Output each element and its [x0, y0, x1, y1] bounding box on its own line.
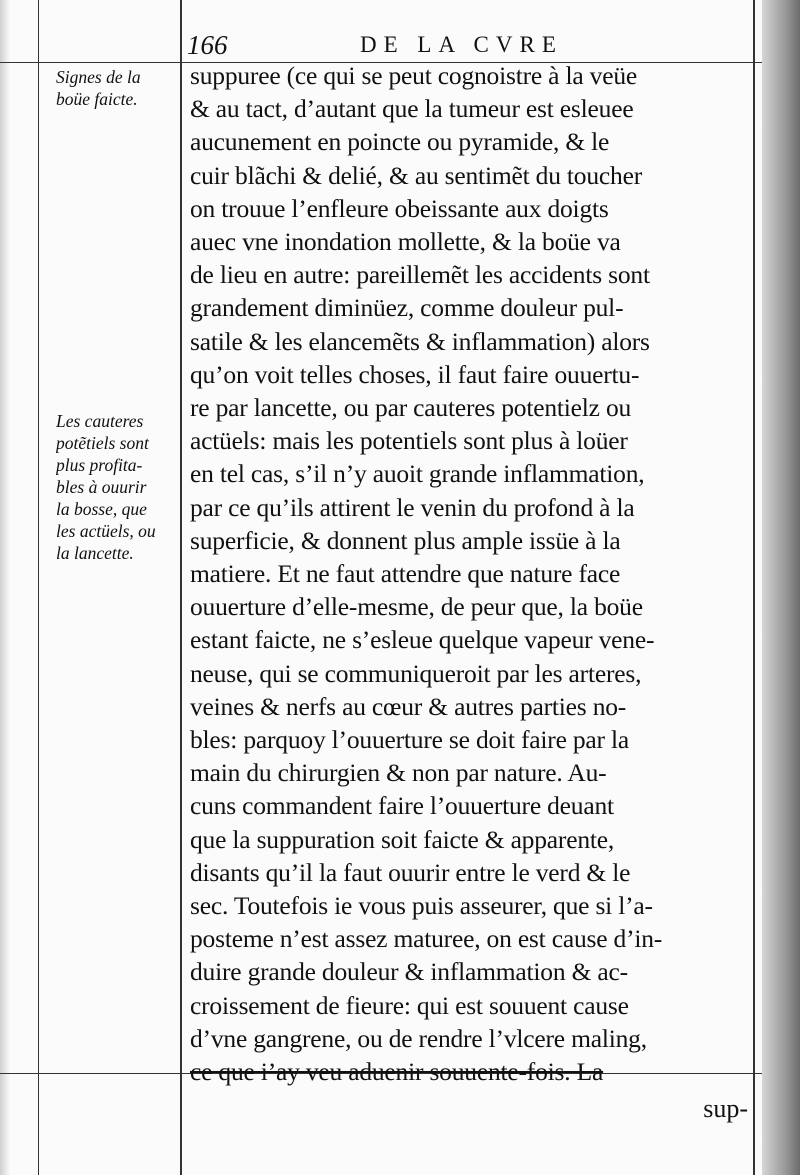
catchword: sup- — [703, 1094, 748, 1123]
sidenote-line: bles à ouurir — [56, 477, 147, 497]
text-line: par ce qu’ils attirent le venin du profond à la — [190, 492, 635, 522]
text-line: ouuerture d’elle-mesme, de peur que, la boüe — [190, 592, 643, 622]
text-line: disants qu’il la faut ouurir entre le verd & le — [190, 857, 631, 887]
text-line: re par lancette, ou par cauteres potentielz ou — [190, 393, 632, 423]
running-title: DE LA CVRE — [360, 32, 563, 57]
gutter-shadow — [0, 0, 10, 1175]
text-line: cuir blãchi & delié, & au sentimẽt du toucher — [190, 160, 642, 190]
text-line: superficie, & donnent plus ample issüe à la — [190, 525, 621, 555]
sidenote-line: potẽtiels sont — [56, 433, 149, 453]
text-line: auec vne inondation mollette, & la boüe va — [190, 227, 621, 257]
main-text — [190, 59, 752, 1088]
text-line: ce que i’ay veu aduenir souuente-fois. La — [190, 1057, 604, 1087]
text-line: bles: parquoy l’ouuerture se doit faire par la — [190, 725, 630, 755]
text-line: que la suppuration soit faicte & apparente, — [190, 824, 615, 854]
text-line: croissement de fieure: qui est souuent cause — [190, 990, 629, 1020]
sidenote-line: Les cauteres — [56, 411, 144, 431]
sidenote-line: plus profita- — [56, 455, 143, 475]
text-line: on trouue l’enfleure obeissante aux doigts — [190, 193, 609, 223]
text-line: suppuree (ce qui se peut cognoistre à la veüe — [190, 61, 637, 90]
sidenote-line: les actüels, ou — [56, 521, 156, 541]
sidenote-signs — [56, 66, 178, 110]
text-line: sec. Toutefois ie vous puis asseurer, que si l’a- — [190, 891, 653, 921]
margin-rule-inner — [180, 0, 182, 1175]
margin-rule-right — [753, 0, 755, 1175]
text-line: qu’on voit telles choses, il faut faire ouuertu- — [190, 359, 640, 389]
text-line: veines & nerfs au cœur & autres parties no- — [190, 691, 627, 721]
text-line: grandement diminüez, comme douleur pul- — [190, 293, 624, 323]
text-line: de lieu en autre: pareillemẽt les accidents sont — [190, 260, 650, 290]
text-line: aucunement en poincte ou pyramide, & le — [190, 127, 610, 157]
text-line: neuse, qui se communiqueroit par les arteres, — [190, 658, 642, 688]
sidenote-line: la lancette. — [56, 543, 134, 563]
margin-rule-outer — [38, 0, 39, 1175]
text-line: cuns commandent faire l’ouuerture deuant — [190, 791, 614, 821]
page-edge — [762, 0, 800, 1175]
sidenote-line: la bosse, que — [56, 499, 147, 519]
text-line: posteme n’est assez maturee, on est cause d’in- — [190, 924, 663, 954]
text-line: estant faicte, ne s’esleue quelque vapeur vene- — [190, 625, 655, 655]
sidenote-line: boüe faicte. — [56, 89, 138, 109]
text-line: actüels: mais les potentiels sont plus à loüer — [190, 426, 628, 456]
text-line: d’vne gangrene, ou de rendre l’vlcere maling, — [190, 1023, 647, 1053]
text-line: & au tact, d’autant que la tumeur est esleuee — [190, 94, 634, 124]
text-line: satile & les elancemẽts & inflammation) alors — [190, 326, 650, 356]
text-line: matiere. Et ne faut attendre que nature face — [190, 559, 621, 589]
sidenote-cauteres — [56, 410, 178, 564]
text-line: en tel cas, s’il n’y auoit grande inflammation, — [190, 459, 645, 489]
sidenote-line: Signes de la — [56, 67, 141, 87]
text-line: main du chirurgien & non par nature. Au- — [190, 758, 607, 788]
page-number: 166 — [187, 30, 228, 60]
text-line: duire grande douleur & inflammation & ac- — [190, 957, 628, 987]
